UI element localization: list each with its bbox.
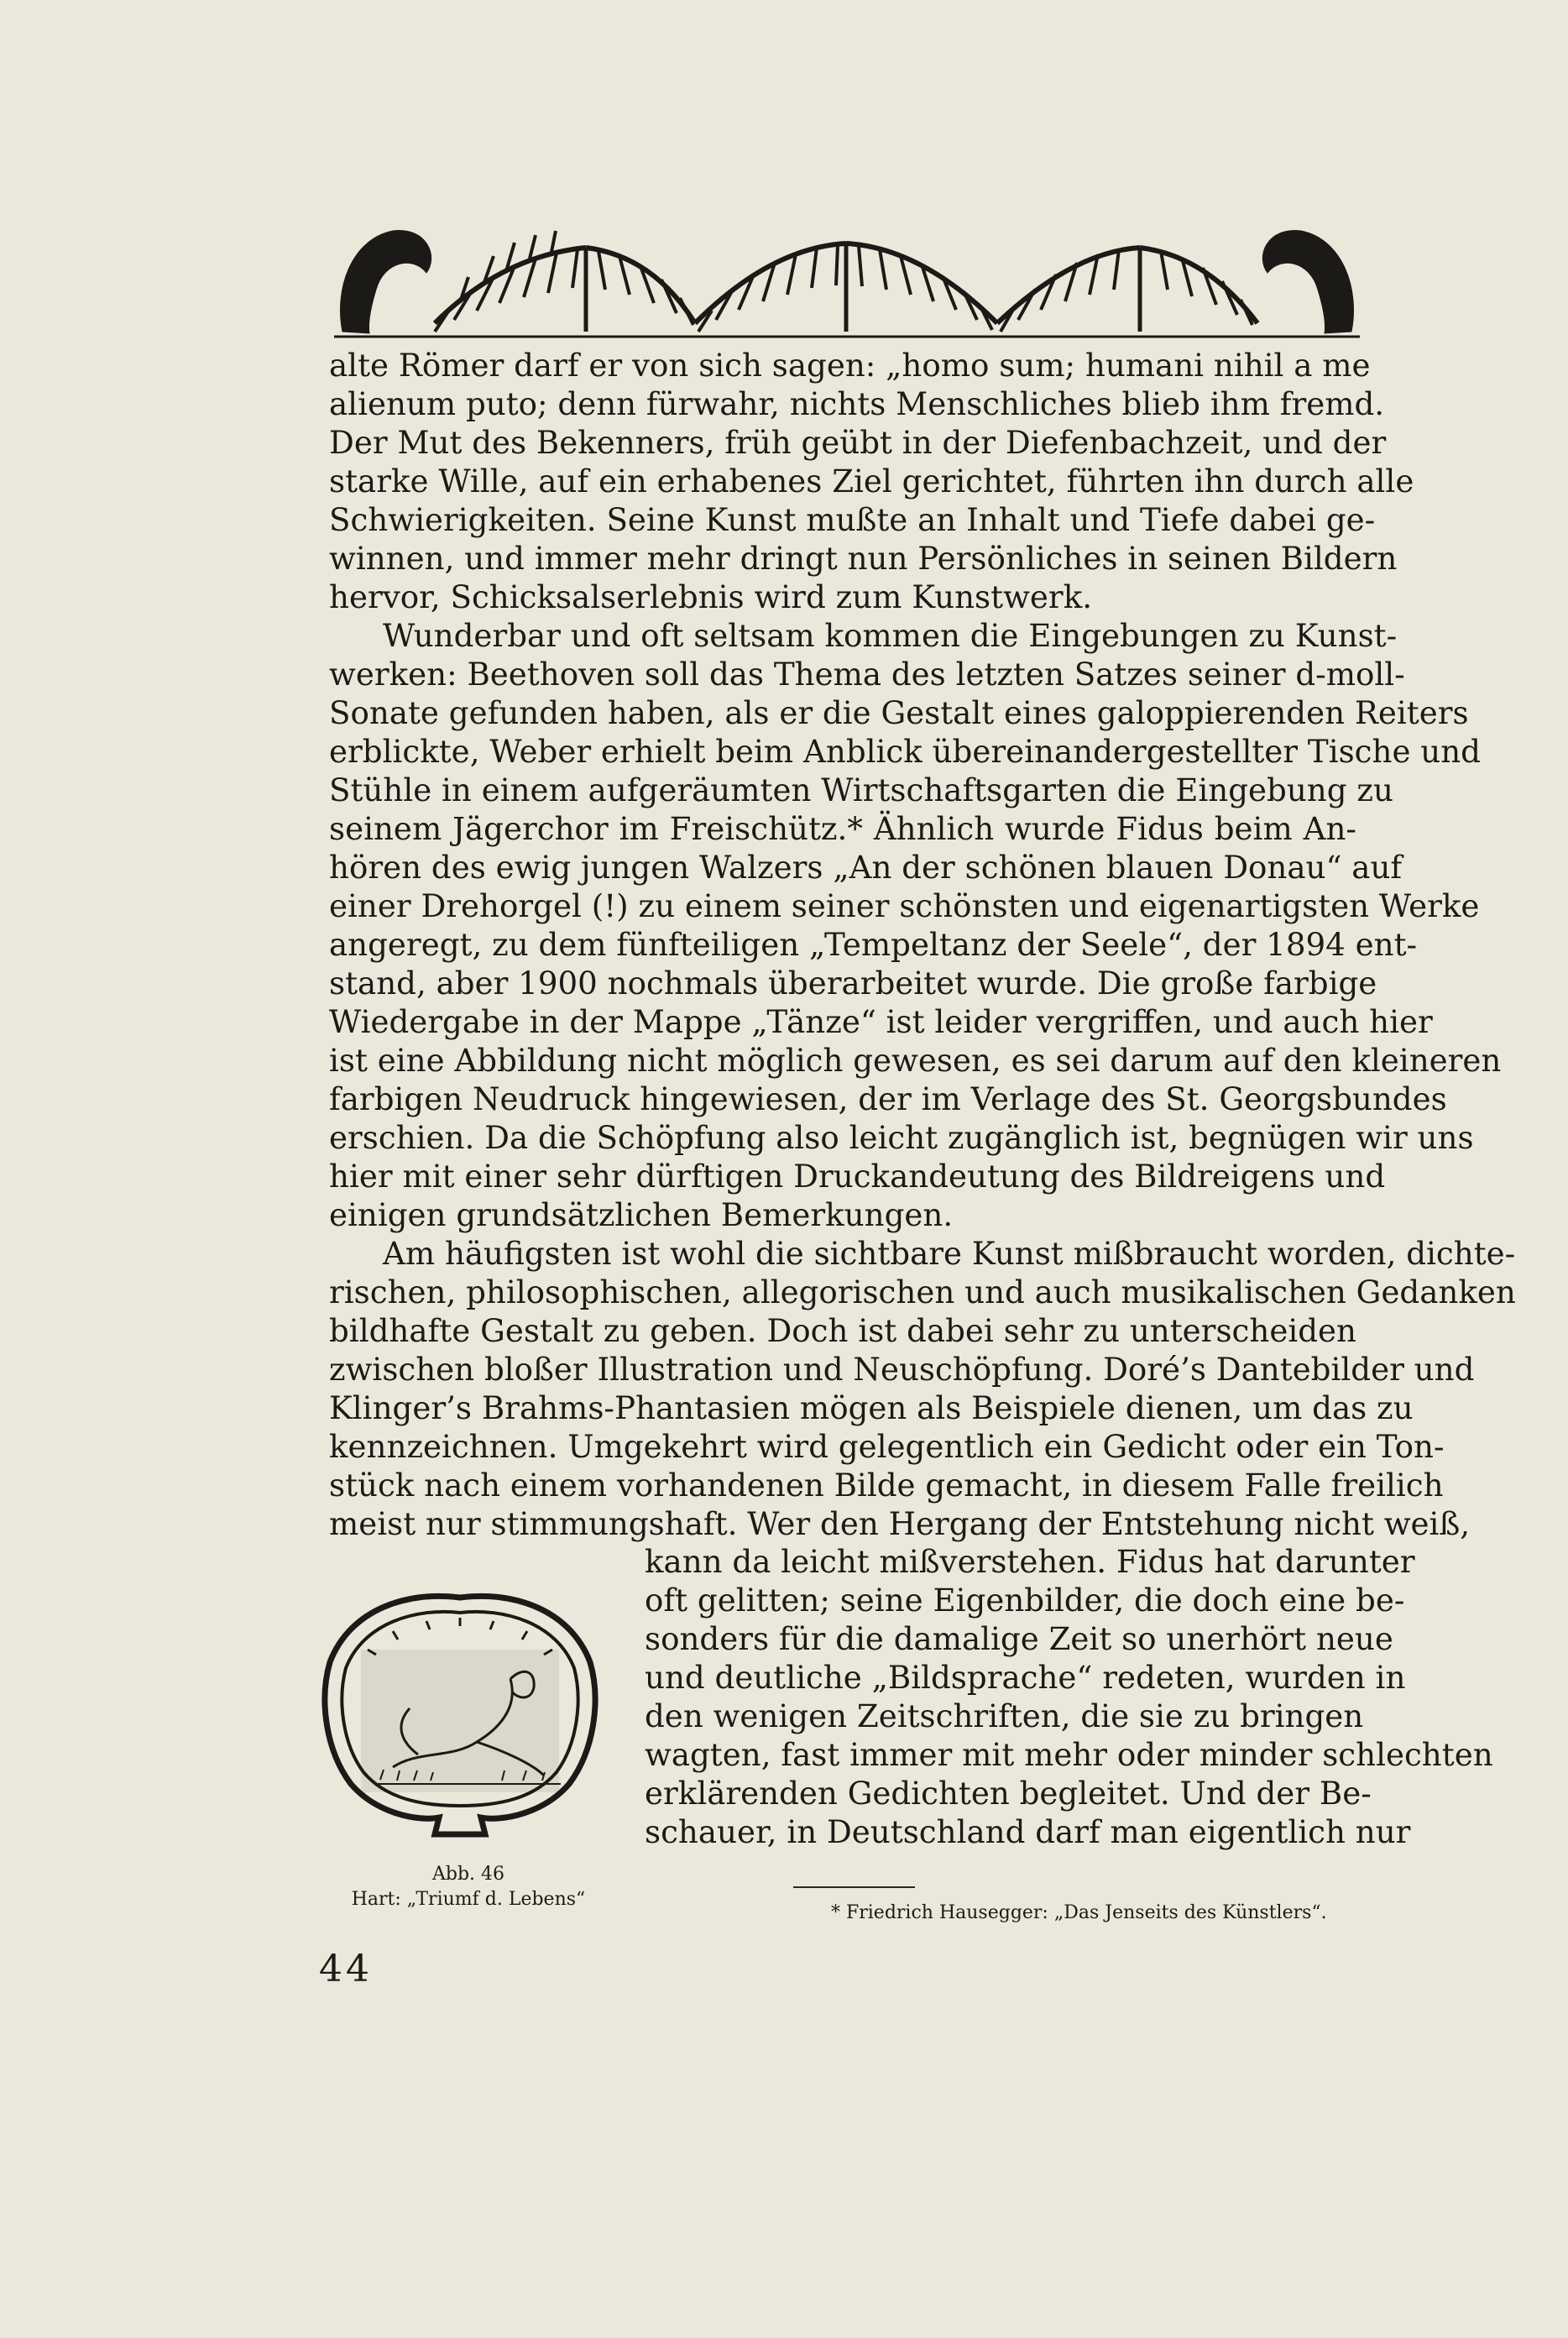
text-line: kennzeichnen. Umgekehrt wird gelegentlich ein Gedicht oder ein Ton- xyxy=(329,1428,1445,1465)
text-line: Stühle in einem aufgeräumten Wirtschaftsgarten die Eingebung zu xyxy=(329,771,1393,808)
text-line: seinem Jägerchor im Freischütz.* Ähnlich wurde Fidus beim An- xyxy=(329,810,1356,847)
figure-caption xyxy=(326,1862,611,1912)
text-line: einer Drehorgel (!) zu einem seiner schönsten und eigenartigsten Werke xyxy=(329,887,1480,924)
main-text xyxy=(329,346,1516,1543)
page-number: 44 xyxy=(319,1948,373,1990)
footnote-divider xyxy=(793,1886,915,1888)
text-line: und deutliche „Bildsprache“ redeten, wurden in xyxy=(645,1659,1406,1696)
text-line: stück nach einem vorhandenen Bilde gemacht, in diesem Falle freilich xyxy=(329,1467,1444,1504)
text-line: wagten, fast immer mit mehr oder minder schlechten xyxy=(645,1736,1493,1773)
text-line: winnen, und immer mehr dringt nun Persönliches in seinen Bildern xyxy=(329,540,1398,577)
text-line: ist eine Abbildung nicht möglich gewesen, es sei darum auf den kleineren xyxy=(329,1042,1502,1079)
text-line: einigen grundsätzlichen Bemerkungen. xyxy=(329,1196,954,1233)
wrapped-text-beside-figure xyxy=(645,1542,1493,1851)
figure-title: Hart: „Triumf d. Lebens“ xyxy=(351,1889,586,1910)
text-line: stand, aber 1900 nochmals überarbeitet wurde. Die große farbige xyxy=(329,965,1377,1002)
text-line: werken: Beethoven soll das Thema des letzten Satzes seiner d-moll- xyxy=(329,656,1405,693)
text-line: Der Mut des Bekenners, früh geübt in der Diefenbachzeit, und der xyxy=(329,424,1387,461)
text-line: Klinger’s Brahms-Phantasien mögen als Beispiele dienen, um das zu xyxy=(329,1389,1414,1426)
text-line: sonders für die damalige Zeit so unerhört neue xyxy=(645,1620,1393,1657)
text-line: kann da leicht mißverstehen. Fidus hat darunter xyxy=(645,1543,1415,1580)
text-line: alienum puto; denn fürwahr, nichts Menschliches blieb ihm fremd. xyxy=(329,385,1385,422)
paragraph-start: Am häufigsten ist wohl die sichtbare Kunst mißbraucht worden, dichte- xyxy=(383,1235,1516,1272)
text-line: erschien. Da die Schöpfung also leicht zugänglich ist, begnügen wir uns xyxy=(329,1119,1474,1156)
text-line: bildhafte Gestalt zu geben. Doch ist dabei sehr zu unterscheiden xyxy=(329,1312,1356,1349)
text-line: erklärenden Gedichten begleitet. Und der Be- xyxy=(645,1775,1372,1812)
text-line: schauer, in Deutschland darf man eigentlich nur xyxy=(645,1813,1411,1850)
text-line: Sonate gefunden haben, als er die Gestalt eines galoppierenden Reiters xyxy=(329,694,1469,731)
paragraph-start: Wunderbar und oft seltsam kommen die Eingebungen zu Kunst- xyxy=(383,617,1398,654)
text-line: rischen, philosophischen, allegorischen und auch musikalischen Gedanken xyxy=(329,1274,1516,1310)
text-line: hier mit einer sehr dürftigen Druckandeutung des Bildreigens und xyxy=(329,1158,1386,1195)
text-line: starke Wille, auf ein erhabenes Ziel gerichtet, führten ihn durch alle xyxy=(329,463,1414,500)
text-line: erblickte, Weber erhielt beim Anblick übereinandergestellter Tische und xyxy=(329,733,1481,770)
text-line: den wenigen Zeitschriften, die sie zu bringen xyxy=(645,1697,1364,1734)
text-line: Wiedergabe in der Mappe „Tänze“ ist leider vergriffen, und auch hier xyxy=(329,1003,1433,1040)
text-line: hervor, Schicksalserlebnis wird zum Kunstwerk. xyxy=(329,578,1093,615)
ornamental-medallion-reclining-figure-icon xyxy=(317,1582,603,1843)
text-line: angeregt, zu dem fünfteiligen „Tempeltanz der Seele“, der 1894 ent- xyxy=(329,926,1418,963)
text-line: oft gelitten; seine Eigenbilder, die doch eine be- xyxy=(645,1582,1405,1619)
text-line: alte Römer darf er von sich sagen: „homo sum; humani nihil a me xyxy=(329,347,1371,384)
text-line: Schwierigkeiten. Seine Kunst mußte an Inhalt und Tiefe dabei ge- xyxy=(329,501,1376,538)
text-line: zwischen bloßer Illustration und Neuschöpfung. Doré’s Dantebilder und xyxy=(329,1351,1475,1388)
footnote: * Friedrich Hausegger: „Das Jenseits des Künstlers“. xyxy=(831,1902,1327,1923)
text-line: meist nur stimmungshaft. Wer den Hergang der Entstehung nicht weiß, xyxy=(329,1505,1471,1542)
fern-frond-frieze-icon xyxy=(334,222,1360,340)
figure-label: Abb. 46 xyxy=(431,1864,505,1885)
text-line: hören des ewig jungen Walzers „An der schönen blauen Donau“ auf xyxy=(329,849,1403,886)
text-line: farbigen Neudruck hingewiesen, der im Verlage des St. Georgsbundes xyxy=(329,1080,1447,1117)
